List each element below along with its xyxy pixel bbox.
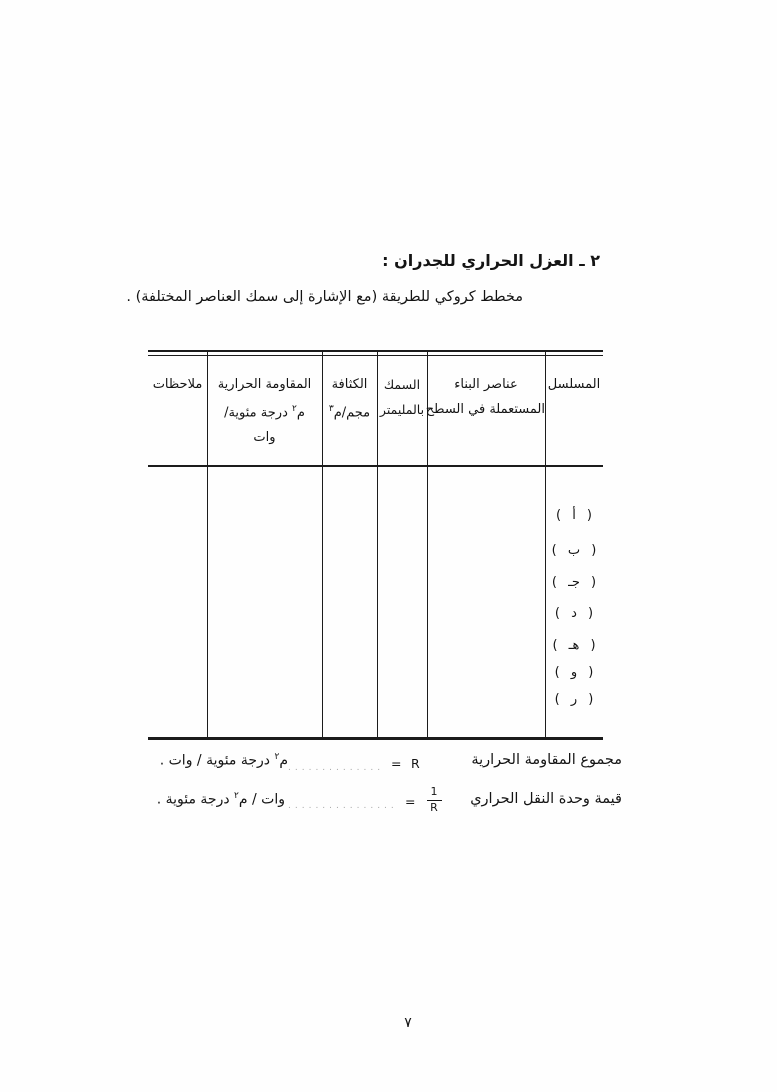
table-bottom-border bbox=[148, 737, 603, 740]
serial-row-label: ( د ) bbox=[554, 606, 594, 621]
resistance-unit-base: م bbox=[296, 405, 305, 421]
one-over-R-fraction bbox=[424, 785, 444, 815]
column-header-serial-label: المسلسل bbox=[547, 377, 601, 392]
column-header-resistance-line1: المقاومة الحرارية bbox=[217, 377, 312, 392]
fill-in-dotted-blank: ................ bbox=[288, 801, 398, 811]
unit-rest: درجة مئوية / وات . bbox=[159, 752, 275, 769]
method-sketch-note: مخطط كروكي للطريقة (مع الإشارة إلى سمك العناصر المختلفة) . bbox=[126, 289, 523, 305]
serial-row-label: ( هـ ) bbox=[552, 638, 596, 653]
fraction-denominator: R bbox=[430, 800, 438, 814]
column-header-thickness-line2: بالمليمتر bbox=[379, 402, 425, 417]
column-header-notes bbox=[148, 372, 207, 397]
resistance-unit-text bbox=[150, 752, 288, 769]
resistance-unit-rest: درجة مئوية/ bbox=[224, 405, 292, 421]
equals-sign: = bbox=[391, 756, 402, 771]
column-header-thermal-resistance bbox=[207, 372, 322, 450]
unit-exponent: ٢ bbox=[234, 791, 239, 801]
resistance-symbol-R: R bbox=[411, 756, 420, 771]
unit-base: وات / م bbox=[238, 791, 285, 808]
column-header-density-line1: الكثافة bbox=[331, 377, 368, 392]
resistance-unit-exponent: ٢ bbox=[292, 404, 297, 414]
column-header-thickness bbox=[377, 372, 427, 422]
serial-row-label: ( أ ) bbox=[555, 508, 593, 523]
serial-row-label: ( جـ ) bbox=[551, 575, 597, 590]
unit-exponent: ٢ bbox=[274, 752, 280, 762]
density-unit-base: مجم/م bbox=[333, 405, 371, 421]
column-header-notes-label: ملاحظات bbox=[152, 377, 203, 392]
unit-base: م bbox=[279, 752, 288, 769]
total-resistance-label: مجموع المقاومة الحرارية bbox=[471, 752, 622, 768]
section-heading: ٢ ـ العزل الحراري للجدران : bbox=[382, 251, 600, 270]
column-header-resistance-line3: وات bbox=[253, 430, 276, 446]
serial-row-label: ( ب ) bbox=[551, 543, 597, 558]
serial-row-label: ( ر ) bbox=[554, 692, 594, 707]
table-header-separator bbox=[148, 465, 603, 467]
heat-transfer-value-label: قيمة وحدة النقل الحراري bbox=[470, 791, 622, 807]
column-header-elements-line2: المستعملة في السطح bbox=[425, 402, 545, 417]
page-number: ٧ bbox=[404, 1015, 412, 1031]
transfer-unit-text bbox=[150, 791, 285, 808]
column-header-elements-line1: عناصر البناء bbox=[454, 377, 518, 392]
unit-rest: درجة مئوية . bbox=[156, 791, 235, 808]
table-top-border-inner bbox=[148, 355, 603, 356]
column-header-density-unit bbox=[322, 397, 377, 425]
table-top-border-outer bbox=[148, 350, 603, 352]
column-header-building-elements bbox=[427, 372, 545, 422]
serial-row-label: ( و ) bbox=[554, 665, 594, 680]
column-header-thickness-line1: السمك bbox=[383, 377, 421, 392]
column-header-resistance-unit bbox=[207, 397, 322, 425]
equals-sign: = bbox=[405, 794, 416, 809]
density-unit-exponent: ٣ bbox=[328, 404, 334, 414]
thermal-insulation-table bbox=[148, 350, 603, 742]
column-header-serial bbox=[545, 372, 603, 397]
fraction-numerator: 1 bbox=[427, 785, 442, 801]
column-header-density bbox=[322, 372, 377, 425]
fill-in-dotted-blank: .............. bbox=[288, 763, 385, 773]
table-column-divider bbox=[545, 352, 546, 737]
